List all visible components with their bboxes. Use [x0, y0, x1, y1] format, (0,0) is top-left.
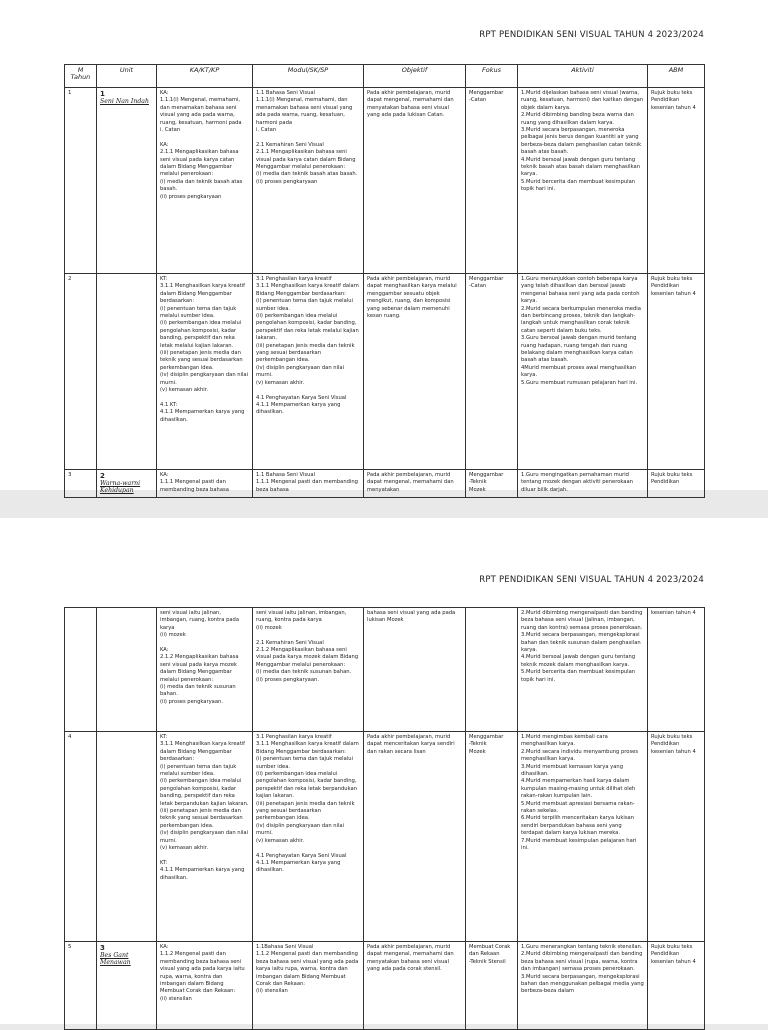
page-header: RPT PENDIDIKAN SENI VISUAL TAHUN 4 2023/2024: [479, 30, 704, 40]
column-header: Modul/SK/SP: [253, 65, 364, 88]
aktiviti-cell: 2.Murid dibimbing mengenalpasti dan banding beza bahasa seni visual (jalinan, imbangan, ruang dan kontra) semasa proses penerokaan. 3.Murid secara berpasangan, mengeksplorasi bahan dan teknik susunan dalam penghasilan karya. 4.Murid bersoal jawab dengan guru tentang teknik mozek dalam menghasilkan karya. 5.Murid bercerita dan membuat kesimpulan topik hari ini.: [518, 608, 648, 732]
column-header: Fokus: [466, 65, 518, 88]
ka-cell: seni visual iaitu jalinan, imbangan, ruang, kontra pada karya (ii) mozek KA: 2.1.2 Mengaplikasikan bahasa seni visual pada karya mozek dalam Bidang Menggambar melalui penerokaan: (i) media dan teknik susunan bahan. (ii) proses pengkaryaan.: [157, 608, 253, 732]
row-number: 2: [65, 274, 97, 470]
objektif-cell: Pada akhir pembelajaran, murid dapat mengenal, memahami dan menyatakan: [364, 470, 466, 498]
unit-title: Bes Gant Menawan: [100, 952, 131, 966]
column-header: KA/KT/KP: [157, 65, 253, 88]
ka-cell: KA: 1.1.2 Mengenal pasti dan membanding beza bahasa seni visual yang ada pada karya iaitu rupa, warna, kontra dan imbangan dalam Bidang Membuat Corak dan Rekaan: (ii) stensilan: [157, 942, 253, 1030]
modul-cell: 1.1 Bahasa Seni Visual 1.1.1 Mengenal pasti dan membanding beza bahasa: [253, 470, 364, 498]
abm-cell: Rujuk buku teks Pendidikan kesenian tahun 4: [648, 942, 705, 1030]
table-row: [65, 470, 705, 498]
ka-cell: KT: 3.1.1 Menghasilkan karya kreatif dalam Bidang Menggambar berdasarkan: (i) penentuan tema dan tajuk melalui sumber idea. (ii) perkembangan idea melalui pengolahan komposisi, kadar banding, perspektif dan reka letak melalui kajian lakaran. (iii) penetapan jenis media dan teknik yang sesuai berdasarkan perkembangan idea. (iv) disiplin pengkaryaan dan nilai murni. (v) kemasan akhir. 4.1 KT: 4.1.1 Mempamerkan karya yang dihasilkan.: [157, 274, 253, 470]
modul-cell: seni visual iaitu jalinan, imbangan, ruang, kontra pada karya (ii) mozek 2.1 Kemahiran Seni Visual 2.1.2 Mengaplikasikan bahasa seni visual pada karya mozek dalam Bidang Menggambar melalui penerokaan: (i) media dan teknik susunan bahan. (ii) proses pengkaryaan.: [253, 608, 364, 732]
fokus-cell: Menggambar -Teknik Mozek: [466, 470, 518, 498]
week-number: 3: [100, 944, 105, 952]
column-header: Unit: [97, 65, 157, 88]
table-row: [65, 274, 705, 470]
row-number: 4: [65, 732, 97, 942]
aktiviti-cell: 1.Guru menerangkan tentang teknik stensilan. 2.Murid dibimbing mengenalpasti dan banding beza bahasa seni visual (rupa, warna, kontra dan imbangan) semasa proses penerokaan. 3.Murid secara berpasangan, mengeksplorasi bahan dan menggunakan pelbagai media yang berbeza-beza dalam: [518, 942, 648, 1030]
table-row: [65, 88, 705, 274]
aktiviti-cell: 1.Guru menunjukkan contoh beberapa karya yang telah dihasilkan dan bersoal jawab mengenai bahasa seni yang ada pada contoh karya. 2.Murid secara berkumpulan meneroka media dan berbincang proses, teknik dan langkah-langkah untuk menghasilkan corak teknik catan seperti dalam buku teks. 3.Guru bersoal jawab dengan murid tentang ruang hadapan, ruang tengah dan ruang belakang dalam menghasilkan karya catan basah atas basah. 4Murid membuat proses awal menghasilkan karya. 5.Guru membuat rumusan pelajaran hari ini.: [518, 274, 648, 470]
objektif-cell: Pada akhir pembelajaran, murid dapat mengenal, memahami dan menyatakan bahasa seni visual yang ada pada lukisan Catan.: [364, 88, 466, 274]
fokus-cell: Membuat Corak dan Rekaan -Teknik Stensil: [466, 942, 518, 1030]
fokus-cell: Menggambar -Teknik Mozek: [466, 732, 518, 942]
column-header: ABM: [648, 65, 705, 88]
table-row: [65, 942, 705, 1030]
column-header: Aktiviti: [518, 65, 648, 88]
unit-cell: [97, 88, 157, 274]
objektif-cell: Pada akhir pembelajaran, murid dapat mengenal, memahami dan menyatakan bahasa seni visual yang ada pada corak stensil.: [364, 942, 466, 1030]
row-number: 3: [65, 470, 97, 498]
week-number: 1: [100, 90, 105, 98]
unit-cell: [97, 470, 157, 498]
document-page-1: [0, 0, 768, 494]
unit-cell: [97, 942, 157, 1030]
table-header-row: [65, 65, 705, 88]
aktiviti-cell: 1.Murid mengimbas kembali cara menghasilkan karya. 2.Murid secara individu menyambung proses menghasilkan karya. 3.Murid membuat kemasan karya yang dihasilkan. 4.Murid mempamerkan hasil karya dalam kumpulan masing-masing untuk dilihat oleh rakan-rakan kumpulan lain. 5.Murid membuat apresiasi bersama rakan-rakan sekelas. 6.Murid terpilih menceritakan karya lukisan sendiri berpandukan bahasa seni yang terdapat dalam karya lukisan mereka. 7.Murid membuat kesimpulan pelajaran hari ini.: [518, 732, 648, 942]
unit-cell: [97, 274, 157, 470]
unit-title: Seni Nan Indah: [100, 98, 149, 105]
row-number: 5: [65, 942, 97, 1030]
abm-cell: Rujuk buku teks Pendidikan kesenian tahun 4: [648, 732, 705, 942]
rpt-table: [64, 607, 705, 1030]
rpt-table: [64, 64, 705, 498]
unit-cell: [97, 608, 157, 732]
fokus-cell: Menggambar -Catan: [466, 274, 518, 470]
row-number: [65, 608, 97, 732]
column-header: Objektif: [364, 65, 466, 88]
abm-cell: kesenian tahun 4: [648, 608, 705, 732]
unit-title: Warna-warni Kehidupan: [100, 480, 141, 494]
fokus-cell: Menggambar -Catan: [466, 88, 518, 274]
row-number: 1: [65, 88, 97, 274]
aktiviti-cell: 1.Murid dijelaskan bahasa seni visual (warna, ruang, kesatuan, harmoni) dan kaitkan dengan objek dalam karya. 2.Murid dibimbing banding beza warna dan ruang yang dihasilkan dalam karya. 3.Murid secara berpasangan, meneroka pelbagai jenis berus dengan kuantiti air yang berbeza-beza dalam penghasilan catan teknik basah atas basah. 4.Murid bersoal jawab dengan guru tentang teknik basah atas basah dalam menghasilkan karya. 5.Murid bercerita dan membuat kesimpulan topik hari ini.: [518, 88, 648, 274]
abm-cell: Rujuk buku teks Pendidikan kesenian tahun 4: [648, 88, 705, 274]
document-page-2: [0, 518, 768, 1024]
modul-cell: 1.1Bahasa Seni Visual 1.1.2 Mengenal pasti dan membanding beza bahasa seni visual yang ada pada karya iaitu rupa, warna, kontra dan imbangan dalam Bidang Membuat Corak dan Rekaan: (ii) stensilan: [253, 942, 364, 1030]
table-row: [65, 608, 705, 732]
abm-cell: Rujuk buku teks Pendidikan kesenian tahun 4: [648, 274, 705, 470]
aktiviti-cell: 1.Guru mengingatkan pemahaman murid tentang mozek dengan aktiviti penerokaan diluar bilik darjah.: [518, 470, 648, 498]
objektif-cell: Pada akhir pembelajaran, murid dapat menghasilkan karya melalui menggambar sesuatu objek mengikut, ruang, dan komposisi yang sebenar dalam memenuhi kesan ruang.: [364, 274, 466, 470]
ka-cell: KT: 3.1.1 Menghasilkan karya kreatif dalam Bidang Menggambar berdasarkan: (i) penentuan tema dan tajuk melalui sumber idea. (ii) perkembangan idea melalui pengolahan komposisi, kadar banding, perspektif dan reka letak berpandukan kajian lakaran. (iii) penetapan jenis media dan teknik yang sesuai berdasarkan perkembangan idea. (iv) disiplin pengkaryaan dan nilai murni. (v) kemasan akhir. KT: 4.1.1 Mempamerkan karya yang dihasilkan.: [157, 732, 253, 942]
ka-cell: KA: 1.1.1(i) Mengenal, memahami, dan menamakan bahasa seni visual yang ada pada warna, ruang, kesatuan, harmoni pada i. Catan KA: 2.1.1 Mengaplikasikan bahasa seni visual pada karya catan dalam Bidang Menggambar melalui penerokaan: (i) media dan teknik basah atas basah. (ii) proses pengkaryaan: [157, 88, 253, 274]
modul-cell: 3.1 Penghasilan karya kreatif 3.1.1 Menghasilkan karya kreatif dalam Bidang Menggambar berdasarkan: (i) penentuan tema dan tajuk melalui sumber idea. (ii) perkembangan idea melalui pengolahan komposisi, kadar banding, perspektif dan reka letak berpandukan kajian lakaran. (iii) penetapan jenis media dan teknik yang sesuai berdasarkan perkembangan idea. (iv) disiplin pengkaryaan dan nilai murni. (v) kemasan akhir. 4.1 Penghayatan Karya Seni Visual 4.1.1 Mempamerkan karya yang dihasilkan.: [253, 732, 364, 942]
modul-cell: 3.1 Penghasilan karya kreatif 3.1.1 Menghasilkan karya kreatif dalam Bidang Menggambar berdasarkan: (i) penentuan tema dan tajuk melalui sumber idea. (ii) perkembangan idea melalui pengolahan komposisi, kadar banding, perspektif dan reka letak melalui kajian lakaran. (iii) penetapan jenis media dan teknik yang sesuai berdasarkan perkembangan idea. (iv) disiplin pengkaryaan dan nilai murni. (v) kemasan akhir. 4.1 Penghayatan Karya Seni Visual 4.1.1 Mempamerkan karya yang dihasilkan.: [253, 274, 364, 470]
table-row: [65, 732, 705, 942]
abm-cell: Rujuk buku teks Pendidikan: [648, 470, 705, 498]
objektif-cell: Pada akhir pembelajaran, murid dapat menceritakan karya sendiri dan rakan secara lisan: [364, 732, 466, 942]
unit-cell: [97, 732, 157, 942]
objektif-cell: bahasa seni visual yang ada pada lukisan Mozek: [364, 608, 466, 732]
page-header: RPT PENDIDIKAN SENI VISUAL TAHUN 4 2023/2024: [479, 575, 704, 585]
column-header: M Tahun: [65, 65, 97, 88]
modul-cell: 1.1 Bahasa Seni Visual 1.1.1(i) Mengenal, memahami, dan menamakan bahasa seni visual yang ada pada warna, ruang, kesatuan, harmoni pada i. Catan 2.1 Kemahiran Seni Visual 2.1.1 Mengaplikasikan bahasa seni visual pada karya catan dalam Bidang Menggambar melalui penerokaan: (i) media dan teknik basah atas basah. (ii) proses pengkaryaan: [253, 88, 364, 274]
week-number: 2: [100, 472, 105, 480]
ka-cell: KA: 1.1.1 Mengenal pasti dan membanding beza bahasa: [157, 470, 253, 498]
fokus-cell: [466, 608, 518, 732]
